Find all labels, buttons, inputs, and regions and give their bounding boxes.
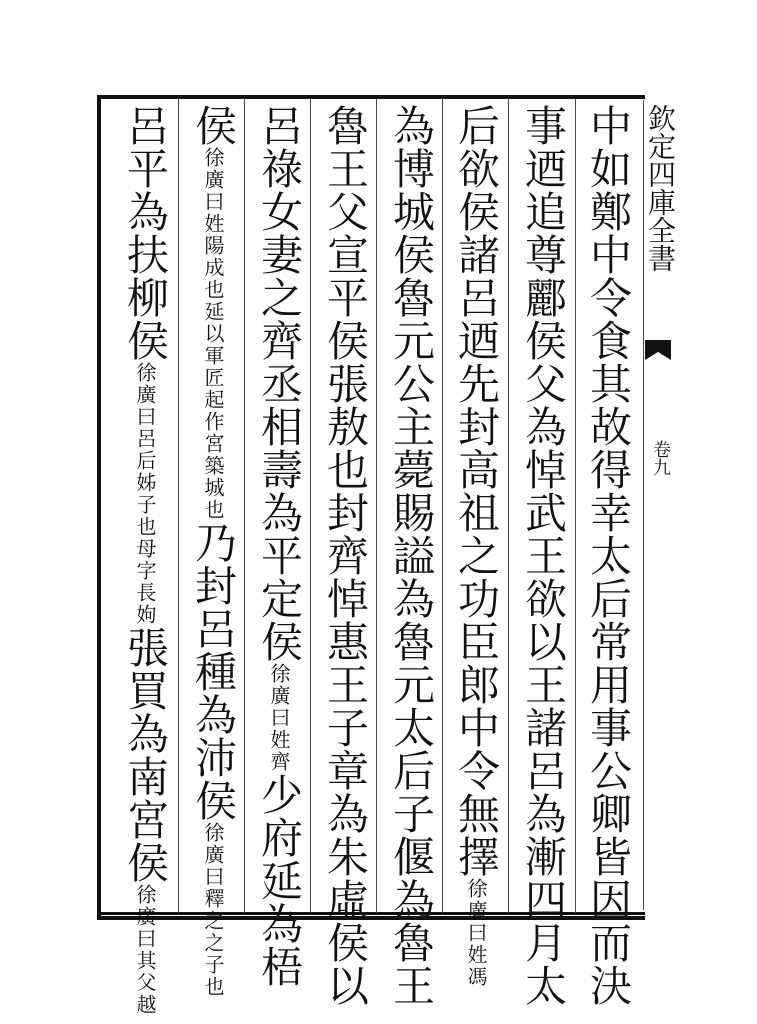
main-text: 魯王父宣平侯張敖也封齊悼惠王子章為朱虛侯以 <box>321 104 370 1007</box>
main-text: 呂祿女妻之齊丞相壽為平定侯 <box>255 104 304 663</box>
annotation-line: 其父越 <box>133 950 157 1016</box>
annotation-line: 徐廣曰 <box>133 884 157 950</box>
text-column-8 <box>121 104 170 1016</box>
annotation-line: 姓齊 <box>267 729 291 773</box>
annotation-line: 姓馮 <box>464 944 488 988</box>
text-column-7 <box>189 104 238 998</box>
text-column-1 <box>584 104 633 1007</box>
annotation-line: 徐廣曰 <box>464 878 488 944</box>
main-text: 事迺追尊酈侯父為悼武王欲以王諸呂為漸四月太 <box>519 104 568 1007</box>
text-column-3 <box>452 104 501 988</box>
annotation-line: 軍匠起作宮築城也 <box>201 345 225 521</box>
main-text: 中如鄭中令食其故得幸太后常用事公卿皆因而決 <box>584 104 633 1007</box>
annotation <box>122 362 168 626</box>
margin-juan-label: 卷九 <box>650 440 671 476</box>
annotation-line: 徐廣曰姓陽成也延以 <box>201 147 225 345</box>
column-divider <box>376 99 377 913</box>
text-column-2 <box>519 104 568 1007</box>
column-divider <box>178 99 179 913</box>
text-column-4 <box>387 104 436 1007</box>
main-text: 張買為南宮侯 <box>121 626 170 884</box>
column-divider <box>442 99 443 913</box>
column-divider <box>575 99 576 913</box>
annotation <box>256 663 302 773</box>
column-divider <box>244 99 245 913</box>
main-text: 為博城侯魯元公主薨賜謚為魯元太后子偃為魯王 <box>387 104 436 1007</box>
annotation <box>122 884 168 1016</box>
main-text: 后欲侯諸呂迺先封高祖之功臣郎中令無擇 <box>452 104 501 878</box>
annotation <box>190 822 236 998</box>
text-column-6 <box>255 104 304 988</box>
annotation <box>453 878 499 988</box>
margin-title: 欽定四庫全書 <box>644 104 677 272</box>
annotation-line: 徐廣曰 <box>267 663 291 729</box>
main-text: 侯 <box>189 104 238 147</box>
annotation-line: 子也母字長姁 <box>133 494 157 626</box>
annotation-line: 徐廣曰釋 <box>201 822 225 910</box>
annotation-line: 徐廣曰呂后姊 <box>133 362 157 494</box>
main-text: 乃封呂種為沛侯 <box>189 521 238 822</box>
annotation <box>190 147 236 521</box>
column-divider <box>508 99 509 913</box>
column-divider <box>310 99 311 913</box>
text-column-5 <box>321 104 370 1007</box>
main-text: 少府延為梧 <box>255 773 304 988</box>
annotation-line: 之之子也 <box>201 910 225 998</box>
main-text: 呂平為扶柳侯 <box>121 104 170 362</box>
